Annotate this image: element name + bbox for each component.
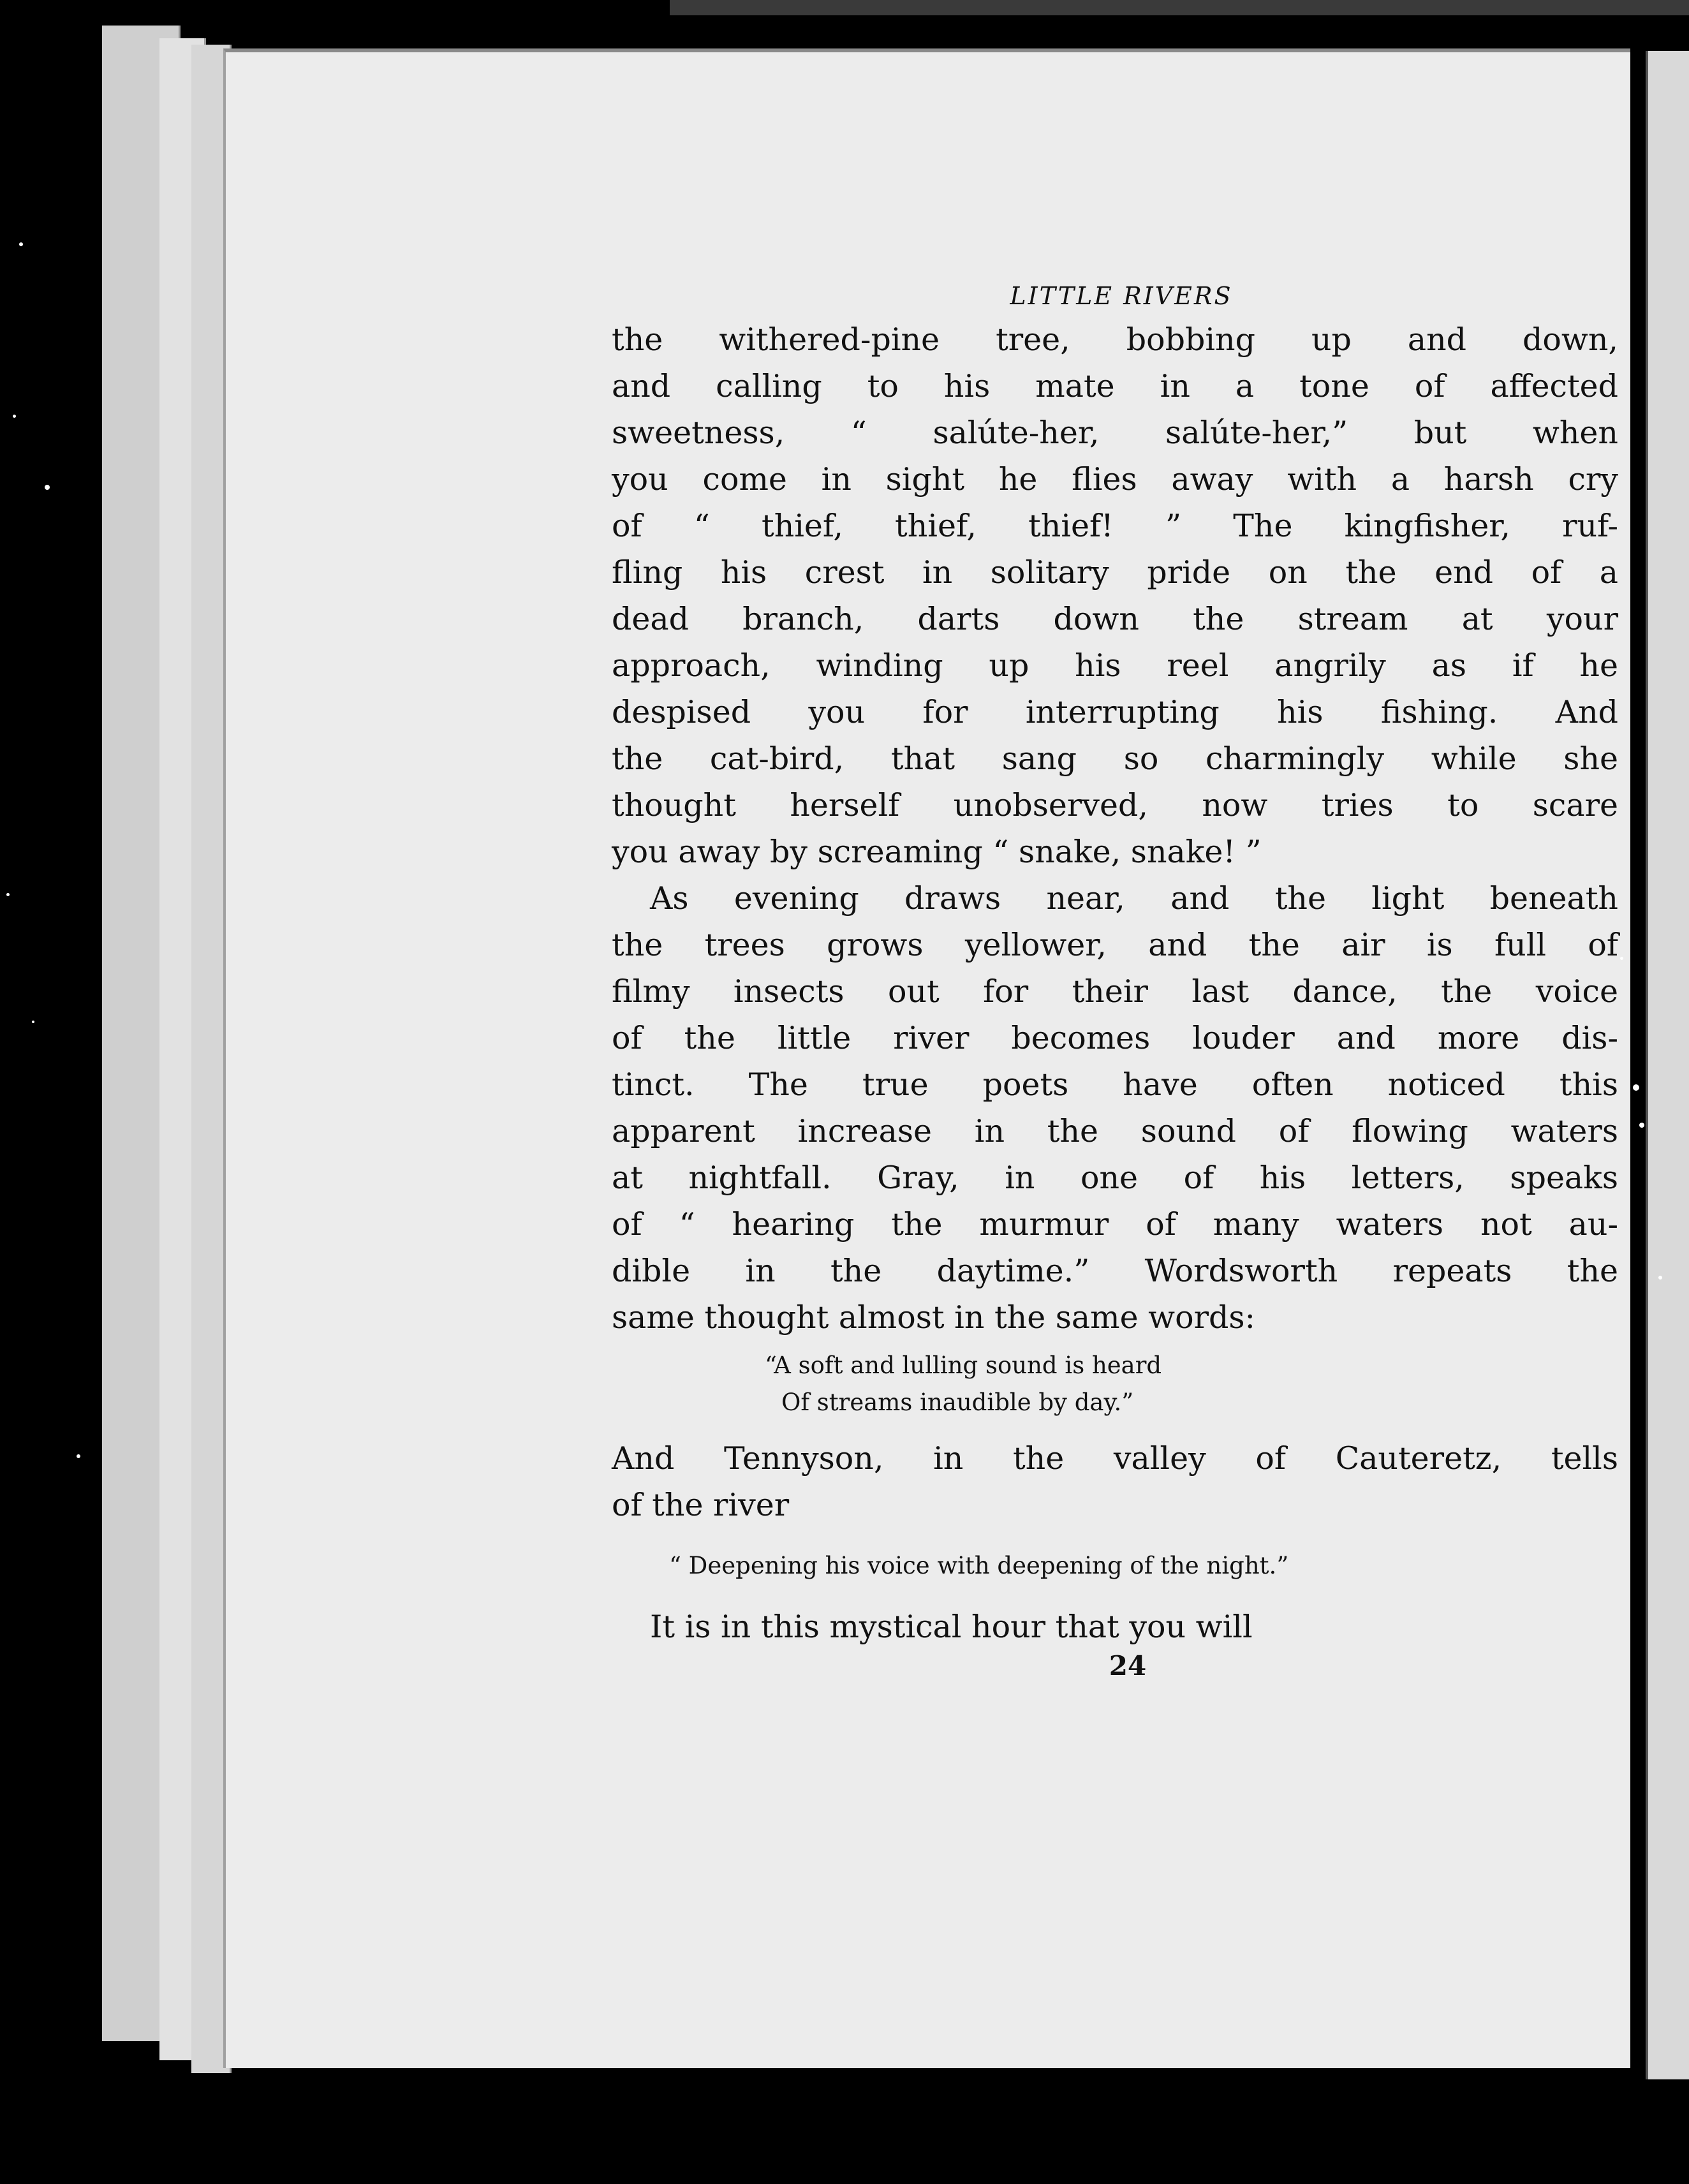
- text-block: [612, 282, 1618, 1681]
- scan-dust-speck: [32, 1021, 34, 1023]
- scan-dust-speck: [1633, 1084, 1639, 1091]
- text-line: you come in sight he flies away with a harsh cry: [612, 461, 1618, 498]
- text-line: dead branch, darts down the stream at your: [612, 601, 1618, 637]
- scan-dust-speck: [6, 893, 10, 896]
- text-line: you away by screaming “ snake, snake! ”: [612, 834, 1262, 870]
- page-number: 24: [1109, 1650, 1147, 1681]
- text-line: of the little river becomes louder and more dis-: [612, 1020, 1618, 1056]
- text-line: sweetness, “ salúte-her, salúte-her,” but when: [612, 415, 1618, 451]
- text-line: of “ thief, thief, thief! ” The kingfisher, ruf-: [612, 508, 1618, 544]
- scan-dust-speck: [19, 242, 23, 246]
- text-line: same thought almost in the same words:: [612, 1299, 1256, 1336]
- text-line: dible in the daytime.” Wordsworth repeats the: [612, 1253, 1618, 1289]
- scan-dust-speck: [1639, 1123, 1644, 1128]
- verse-quote-tennyson: [612, 1547, 1618, 1584]
- paragraph-2: [612, 875, 1618, 1341]
- text-line: fling his crest in solitary pride on the end of a: [612, 554, 1618, 591]
- quote-line: Of streams inaudible by day.”: [781, 1389, 1134, 1416]
- scan-dust-speck: [77, 1454, 80, 1458]
- text-line: It is in this mystical hour that you will: [650, 1609, 1253, 1645]
- text-line: at nightfall. Gray, in one of his letters, speaks: [612, 1160, 1618, 1196]
- paragraph-1: [612, 316, 1618, 875]
- text-line: despised you for interrupting his fishing. And: [612, 694, 1618, 730]
- top-dark-band: [670, 0, 1689, 15]
- text-line: And Tennyson, in the valley of Cauteretz, tells: [612, 1440, 1618, 1477]
- scan-dust-speck: [1658, 1276, 1662, 1280]
- verse-quote: [612, 1347, 1618, 1421]
- text-line: approach, winding up his reel angrily as if he: [612, 647, 1618, 684]
- text-line: As evening draws near, and the light beneath: [650, 880, 1618, 917]
- facing-page-edge: [1646, 51, 1689, 2079]
- running-head: LITTLE RIVERS: [1010, 282, 1233, 310]
- text-line: filmy insects out for their last dance, the voice: [612, 973, 1618, 1010]
- text-line: of the river: [612, 1487, 790, 1523]
- book-page: [223, 48, 1630, 2068]
- text-line: apparent increase in the sound of flowing waters: [612, 1113, 1618, 1149]
- quote-line: “ Deepening his voice with deepening of the night.”: [669, 1552, 1289, 1579]
- scan-dust-speck: [45, 485, 50, 490]
- quote-line: “A soft and lulling sound is heard: [765, 1352, 1162, 1379]
- scan-dust-speck: [13, 415, 16, 418]
- text-line: of “ hearing the murmur of many waters not au-: [612, 1206, 1618, 1243]
- text-line: the withered-pine tree, bobbing up and down,: [612, 321, 1618, 358]
- text-line: and calling to his mate in a tone of affected: [612, 368, 1618, 404]
- text-line: the cat-bird, that sang so charmingly while she: [612, 741, 1618, 777]
- scan-dust-speck: [1620, 957, 1623, 960]
- text-line: thought herself unobserved, now tries to scare: [612, 787, 1618, 823]
- paragraph-3: [612, 1435, 1618, 1528]
- text-line: the trees grows yellower, and the air is full of: [612, 927, 1618, 963]
- paragraph-4: [612, 1604, 1618, 1650]
- text-line: tinct. The true poets have often noticed this: [612, 1066, 1618, 1103]
